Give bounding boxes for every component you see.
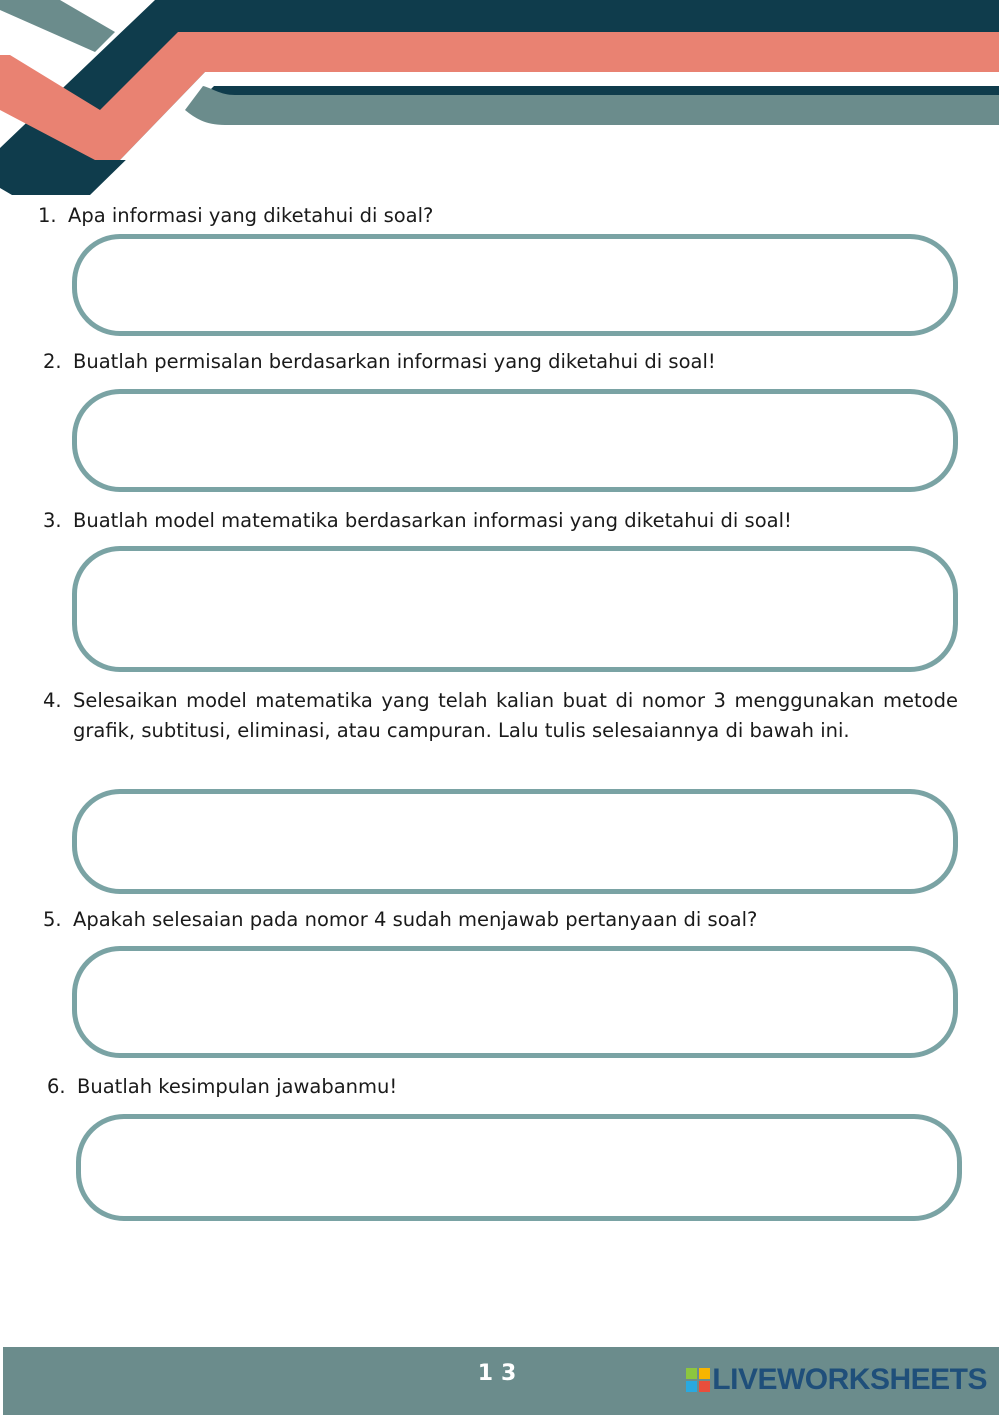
question-4: [43, 686, 958, 746]
question-text: Buatlah kesimpulan jawabanmu!: [77, 1075, 398, 1098]
answer-box-2[interactable]: [72, 389, 958, 492]
question-5: [43, 905, 958, 935]
liveworksheets-mark-icon: [686, 1368, 710, 1392]
header-decoration: [0, 0, 999, 200]
question-number: 4.: [43, 689, 62, 712]
answer-box-4[interactable]: [72, 789, 958, 894]
question-text: Buatlah model matematika berdasarkan informasi yang diketahui di soal!: [73, 509, 792, 532]
question-number: 5.: [43, 908, 62, 931]
answer-box-1[interactable]: [72, 234, 958, 336]
page-number: 13: [477, 1361, 525, 1386]
question-number: 1.: [38, 204, 57, 227]
question-text: Apa informasi yang diketahui di soal?: [68, 204, 434, 227]
question-6: [47, 1072, 962, 1102]
question-3: [43, 506, 958, 536]
question-number: 6.: [47, 1075, 66, 1098]
question-number: 2.: [43, 350, 62, 373]
footer-bar: [3, 1347, 999, 1415]
question-1: [38, 201, 958, 231]
answer-box-5[interactable]: [72, 946, 958, 1058]
answer-box-6[interactable]: [76, 1114, 962, 1221]
question-text: Selesaikan model matematika yang telah kalian buat di nomor 3 menggunakan metode grafik, subtitusi, eliminasi, atau campuran. Lalu tulis selesaiannya di bawah ini.: [73, 689, 958, 742]
answer-box-3[interactable]: [72, 546, 958, 672]
question-text: Apakah selesaian pada nomor 4 sudah menjawab pertanyaan di soal?: [73, 908, 758, 931]
question-number: 3.: [43, 509, 62, 532]
brand-name: LIVEWORKSHEETS: [712, 1363, 987, 1396]
liveworksheets-logo[interactable]: [686, 1363, 987, 1397]
question-2: [43, 347, 958, 377]
question-text: Buatlah permisalan berdasarkan informasi yang diketahui di soal!: [73, 350, 716, 373]
teal-corner-tab: [0, 0, 115, 52]
